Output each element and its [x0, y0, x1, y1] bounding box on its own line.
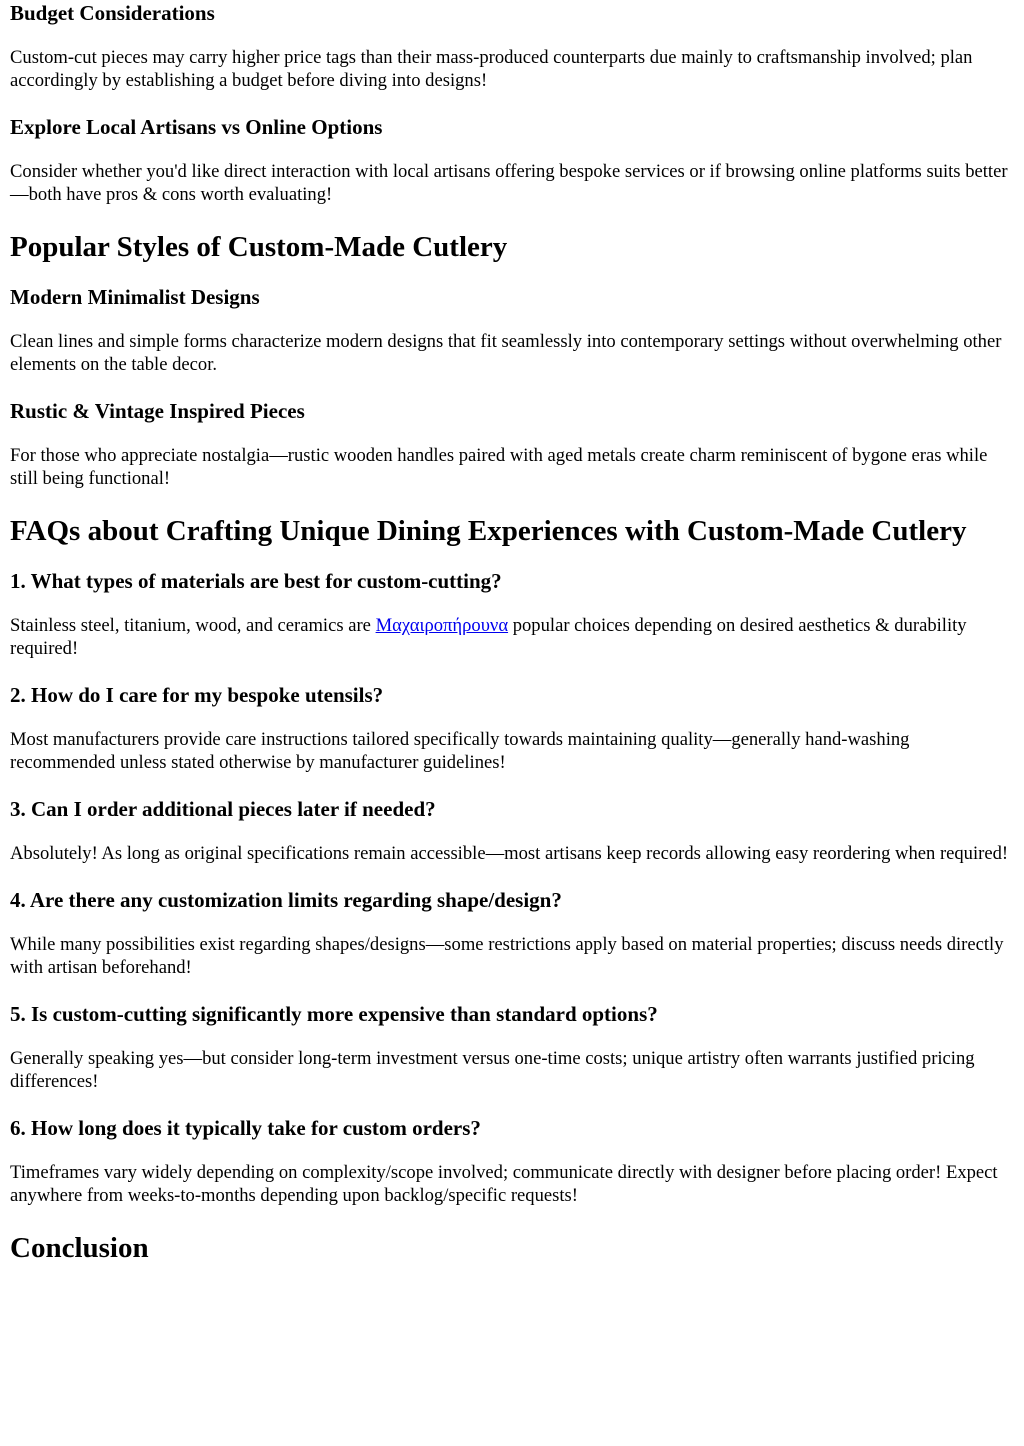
heading-modern-minimalist: Modern Minimalist Designs [10, 285, 260, 309]
faq-answer-4: While many possibilities exist regarding shapes/designs—some restrictions apply based on material properties; discuss needs directly with artisan beforehand! [10, 934, 1004, 978]
faq-question-5: 5. Is custom-cutting significantly more expensive than standard options? [10, 1002, 658, 1026]
faq-answer-5: Generally speaking yes—but consider long-term investment versus one-time costs; unique artistry often warrants justified pricing differences! [10, 1048, 975, 1092]
faq-question-3: 3. Can I order additional pieces later if needed? [10, 797, 436, 821]
paragraph-budget-considerations: Custom-cut pieces may carry higher price tags than their mass-produced counterparts due mainly to craftsmanship involved; plan accordingly by establishing a budget before diving into designs! [10, 47, 973, 91]
faq-answer-1-text-before: Stainless steel, titanium, wood, and ceramics are [10, 615, 376, 636]
heading-conclusion: Conclusion [10, 1232, 149, 1264]
paragraph-local-artisans-vs-online: Consider whether you'd like direct interaction with local artisans offering bespoke services or if browsing online platforms suits better—both have pros & cons worth evaluating! [10, 161, 1008, 205]
heading-popular-styles: Popular Styles of Custom-Made Cutlery [10, 231, 508, 263]
heading-rustic-vintage: Rustic & Vintage Inspired Pieces [10, 399, 305, 423]
faq-question-4: 4. Are there any customization limits regarding shape/design? [10, 888, 562, 912]
faq-answer-1 [10, 614, 1012, 660]
heading-local-artisans-vs-online: Explore Local Artisans vs Online Options [10, 115, 383, 139]
heading-budget-considerations: Budget Considerations [10, 1, 215, 25]
faq-question-6: 6. How long does it typically take for custom orders? [10, 1116, 481, 1140]
faq-answer-3: Absolutely! As long as original specifications remain accessible—most artisans keep records allowing easy reordering when required! [10, 843, 1009, 864]
paragraph-modern-minimalist: Clean lines and simple forms characterize modern designs that fit seamlessly into contemporary settings without overwhelming other elements on the table decor. [10, 331, 1002, 375]
faq-question-1: 1. What types of materials are best for custom-cutting? [10, 569, 502, 593]
faq-question-2: 2. How do I care for my bespoke utensils? [10, 683, 384, 707]
faq-answer-2: Most manufacturers provide care instructions tailored specifically towards maintaining quality—generally hand-washing recommended unless stated otherwise by manufacturer guidelines! [10, 729, 910, 773]
heading-faqs: FAQs about Crafting Unique Dining Experiences with Custom-Made Cutlery [10, 515, 967, 547]
article-content [10, 0, 1012, 1285]
faq-answer-1-text-after: popular choices depending on desired aesthetics & durability required! [10, 615, 967, 659]
cutlery-link[interactable]: Μαχαιροπήρουνα [375, 615, 509, 636]
faq-answer-6: Timeframes vary widely depending on complexity/scope involved; communicate directly with designer before placing order! Expect anywhere from weeks-to-months depending upon backlog/specific requests! [10, 1162, 998, 1206]
paragraph-rustic-vintage: For those who appreciate nostalgia—rustic wooden handles paired with aged metals create charm reminiscent of bygone eras while still being functional! [10, 445, 988, 489]
